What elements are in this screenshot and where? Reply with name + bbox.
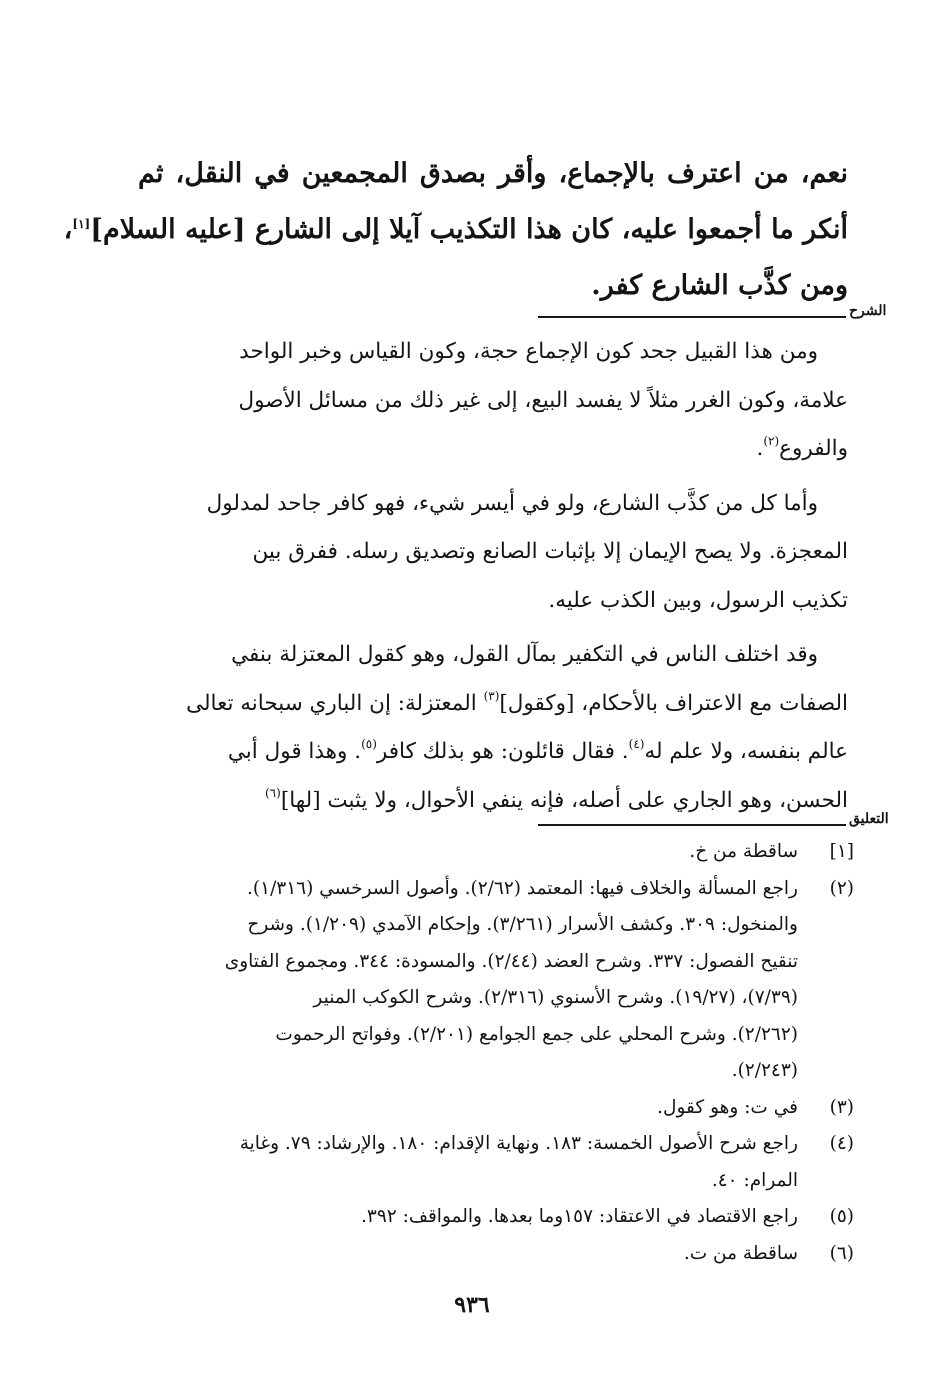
footnote-line: والمنخول: ٣٠٩. وكشف الأسرار (٣/٢٦١). وإحكام الآمدي (١/٢٠٩). وشرح (247, 914, 798, 935)
sharh-p3-line-3b: . فقال قائلون: هو بذلك كافر (376, 739, 629, 764)
footnote-line: ساقطة من خ. (689, 841, 798, 862)
footnote-4 (138, 1126, 854, 1199)
footnote-line: راجع الاقتصاد في الاعتقاد: ١٥٧وما بعدها. والمواقف: ٣٩٢. (361, 1206, 798, 1227)
footnote-number: (٤) (829, 1133, 854, 1154)
sharh-divider (538, 316, 846, 318)
footnote-line: (٧/٣٩)، (١٩/٢٧). وشرح الأسنوي (٢/٣١٦). وشرح الكوكب المنير (313, 987, 798, 1008)
sharh-p2-line-2: المعجزة. ولا يصح الإيمان إلا بإثبات الصانع وتصديق رسله. ففرق بين (252, 539, 848, 564)
footnote-number: (٦) (829, 1242, 854, 1264)
sharh-p3-line-3c: . وهذا قول أبي (227, 739, 362, 764)
footnote-body (138, 871, 798, 1090)
sharh-p3-line-2a: الصفات مع الاعتراف بالأحكام، [وكقول] (499, 690, 848, 716)
sharh-p1-line-3 (138, 425, 848, 474)
sharh-p1-line-3-text: والفروع (779, 436, 848, 461)
matn-line-2-tail: ، (63, 214, 73, 245)
footnote-ref: (٦) (264, 785, 281, 800)
footnote-6 (138, 1236, 854, 1273)
footnote-ref: (٣) (483, 688, 500, 703)
footnote-body (138, 1126, 798, 1199)
footnote-line: (٢/٢٦٢). وشرح المحلي على جمع الجوامع (٢/٢٠١). وفواتح الرحموت (275, 1023, 798, 1045)
footnote-ref: (٤) (628, 737, 645, 751)
footnote-number: (٥) (829, 1206, 854, 1227)
matn-line-3: ومن كذَّب الشارع كفر. (591, 270, 848, 301)
footnote-2 (138, 871, 854, 1090)
sharh-p1-line-1: ومن هذا القبيل جحد كون الإجماع حجة، وكون القياس وخبر الواحد (239, 339, 818, 364)
taliq-divider (538, 824, 846, 826)
footnote-number: (٢) (829, 877, 854, 899)
footnote-ref: (٢) (763, 434, 780, 448)
sharh-p1-end: . (756, 436, 764, 461)
sharh-p3-line-1: وقد اختلف الناس في التكفير بمآل القول، وهو كقول المعتزلة بنفي (231, 642, 818, 667)
footnote-3 (138, 1090, 854, 1127)
footnote-number: [١] (829, 841, 854, 862)
footnote-1 (138, 834, 854, 871)
footnote-5 (138, 1199, 854, 1236)
sharh-p3-line-2b: المعتزلة: إن الباري سبحانه تعالى (186, 690, 484, 716)
page-number: ٩٣٦ (454, 1292, 490, 1318)
matn-line-2-text: أنكر ما أجمعوا عليه، كان هذا التكذيب آيلا إلى الشارع [عليه السلام] (90, 214, 848, 245)
footnote-line: المرام: ٤٠. (711, 1169, 798, 1191)
sharh-text (138, 328, 848, 825)
sharh-p3-line-4a: الحسن، وهو الجاري على أصله، فإنه ينفي الأحوال، ولا يثبت [لها] (280, 787, 848, 813)
footnote-number: (٣) (829, 1096, 854, 1118)
footnote-ref: [١] (72, 217, 91, 231)
footnote-body (138, 1236, 798, 1273)
footnote-body (138, 1090, 798, 1127)
matn-line-2 (63, 202, 848, 258)
footnote-line: راجع شرح الأصول الخمسة: ١٨٣. ونهاية الإقدام: ١٨٠. والإرشاد: ٧٩. وغاية (239, 1133, 798, 1154)
footnote-line: تنقيح الفصول: ٣٣٧. وشرح العضد (٢/٤٤). والمسودة: ٣٤٤. ومجموع الفتاوى (224, 950, 798, 972)
footnote-line: راجع المسألة والخلاف فيها: المعتمد (٢/٦٢). وأصول السرخسي (١/٣١٦). (247, 877, 798, 899)
sharh-p2-line-3: تكذيب الرسول، وبين الكذب عليه. (548, 587, 848, 613)
sharh-p3-line-3a: عالم بنفسه، ولا علم له (644, 739, 848, 764)
sharh-p2-line-1: وأما كل من كذَّب الشارع، ولو في أيسر شيء، فهو كافر جاحد لمدلول (206, 490, 818, 516)
footnotes (138, 834, 854, 1272)
sharh-label: الشرح (849, 303, 887, 319)
footnote-body (138, 1199, 798, 1236)
matn-text (63, 146, 848, 314)
taliq-label: التعليق (849, 811, 889, 827)
footnote-line: (٢/٢٤٣). (731, 1060, 798, 1081)
matn-line-1: نعم، من اعترف بالإجماع، وأقر بصدق المجمعين في النقل، ثم (138, 158, 848, 189)
sharh-p3-line-4 (138, 777, 848, 826)
footnote-line: في ت: وهو كقول. (657, 1096, 798, 1118)
footnote-line: ساقطة من ت. (683, 1242, 798, 1264)
sharh-p3-line-2 (138, 680, 848, 729)
footnote-ref: (٥) (361, 737, 377, 751)
footnote-body (138, 834, 798, 871)
sharh-p1-line-2: علامة، وكون الغرر مثلاً لا يفسد البيع، إلى غير ذلك من مسائل الأصول (238, 387, 848, 413)
sharh-p3-line-3 (138, 728, 848, 777)
